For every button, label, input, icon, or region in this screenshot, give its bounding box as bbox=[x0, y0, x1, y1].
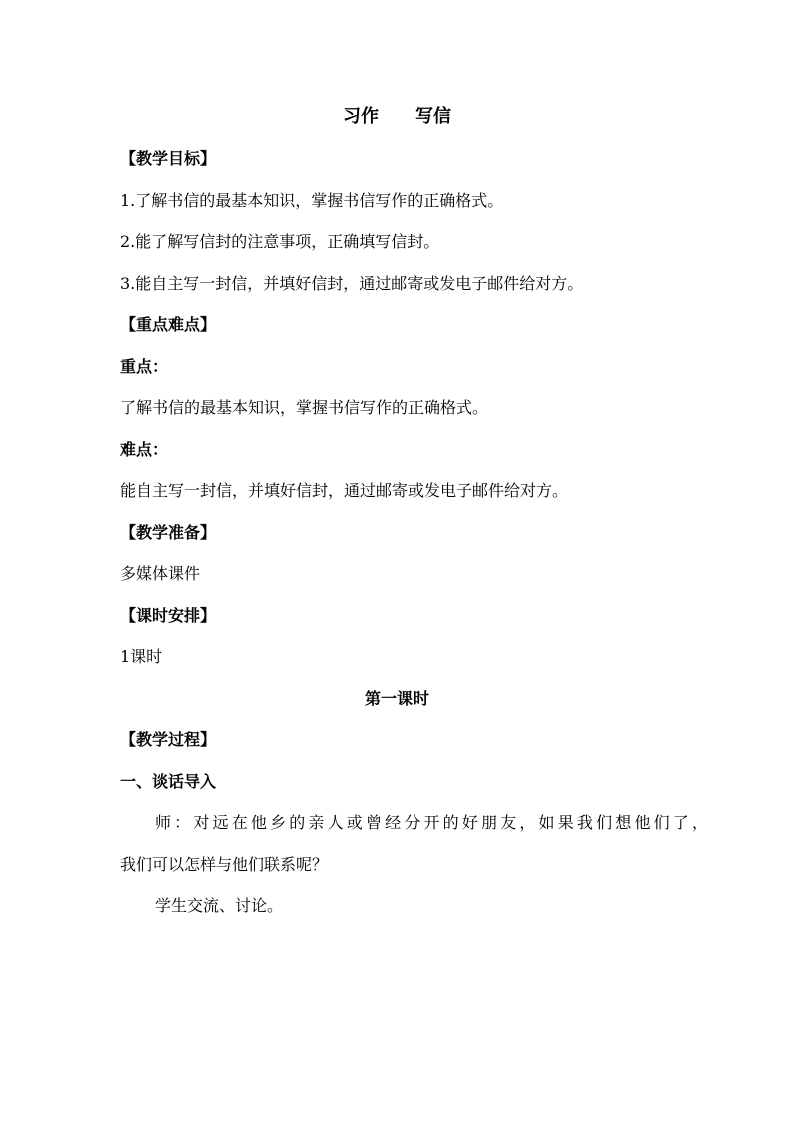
document-title bbox=[0, 106, 794, 128]
lesson-heading: 第一课时 bbox=[364, 689, 429, 708]
key-point-label: 重点： bbox=[120, 357, 169, 376]
section-heading-process: 【教学过程】 bbox=[120, 730, 217, 749]
section-heading-schedule: 【课时安排】 bbox=[120, 606, 217, 625]
teacher-line-2: 我们可以怎样与他们联系呢？ bbox=[120, 855, 329, 874]
title-part-1: 习作 bbox=[343, 106, 379, 127]
students-line: 学生交流、讨论。 bbox=[155, 896, 284, 915]
title-part-2: 写信 bbox=[415, 106, 451, 127]
objective-item-3: 3.能自主写一封信，并填好信封，通过邮寄或发电子邮件给对方。 bbox=[120, 274, 584, 293]
preparation-text: 多媒体课件 bbox=[120, 564, 201, 583]
teacher-line-1: 师：对远在他乡的亲人或曾经分开的好朋友，如果我们想他们了， bbox=[155, 813, 708, 832]
section-heading-preparation: 【教学准备】 bbox=[120, 523, 217, 542]
section-heading-objectives: 【教学目标】 bbox=[120, 149, 217, 168]
objective-item-1: 1.了解书信的最基本知识，掌握书信写作的正确格式。 bbox=[120, 191, 504, 210]
schedule-text: 1课时 bbox=[120, 647, 163, 666]
objective-item-2: 2.能了解写信封的注意事项，正确填写信封。 bbox=[120, 232, 440, 251]
difficulty-label: 难点： bbox=[120, 440, 169, 459]
section-heading-key-points: 【重点难点】 bbox=[120, 315, 217, 334]
key-point-text: 了解书信的最基本知识，掌握书信写作的正确格式。 bbox=[120, 398, 489, 417]
difficulty-text: 能自主写一封信，并填好信封，通过邮寄或发电子邮件给对方。 bbox=[120, 481, 569, 500]
step-1-heading: 一、谈话导入 bbox=[120, 772, 217, 791]
